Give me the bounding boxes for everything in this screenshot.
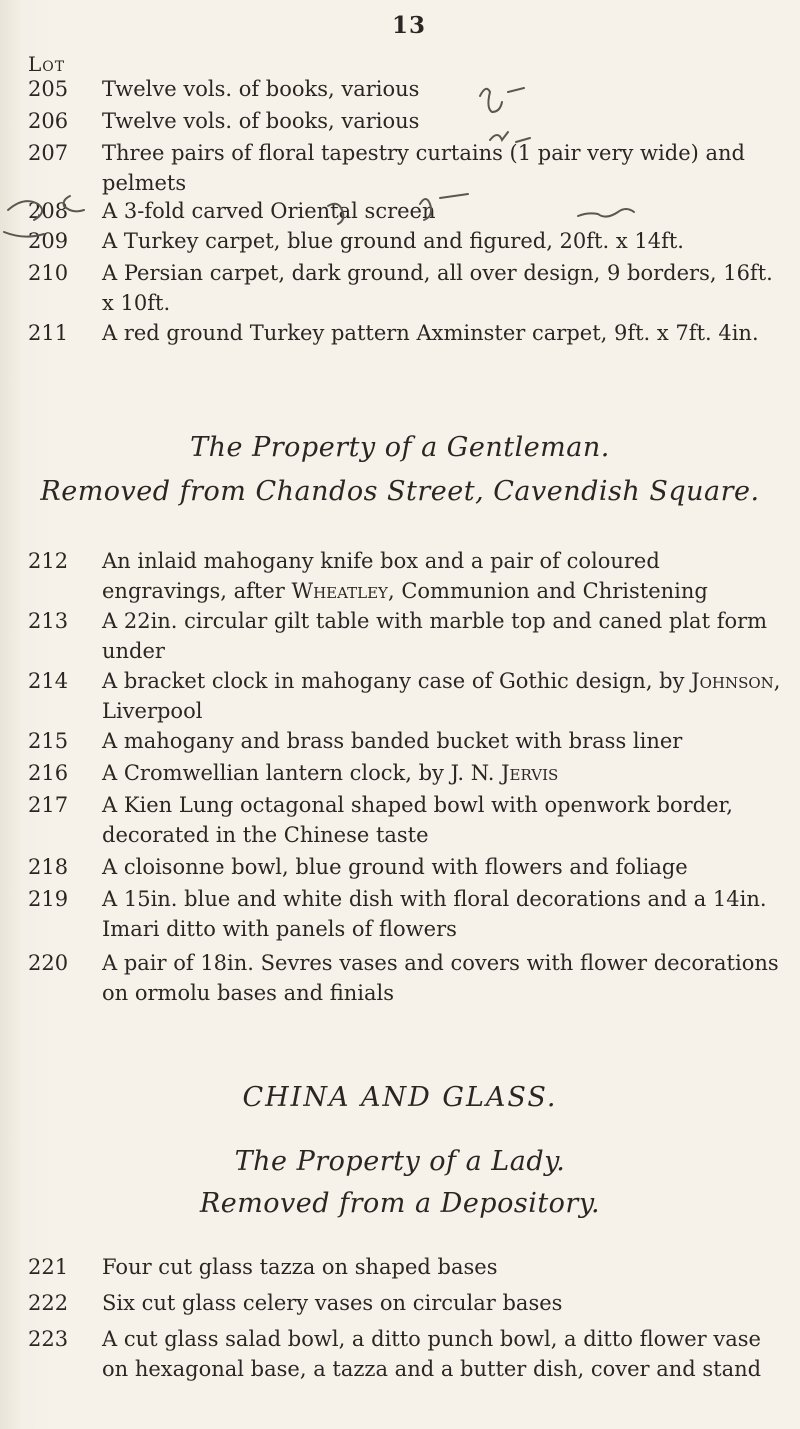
lot-number: 210 xyxy=(28,261,69,285)
lot-number: 220 xyxy=(28,951,69,975)
lot-description: Twelve vols. of books, various xyxy=(102,109,420,133)
lot-number: 205 xyxy=(28,77,69,101)
section-provenance: Removed from a Depository. xyxy=(199,1188,601,1219)
lot-description: A red ground Turkey pattern Axminster carpet, 9ft. x 7ft. 4in. xyxy=(102,321,759,345)
lot-number: 217 xyxy=(28,793,69,817)
lot-number: 216 xyxy=(28,761,69,785)
lot-number: 223 xyxy=(28,1327,69,1351)
lot-description: A cloisonne bowl, blue ground with flowers and foliage xyxy=(102,855,688,879)
page-number: 13 xyxy=(392,12,427,39)
lot-description: A cut glass salad bowl, a ditto punch bowl, a ditto flower vase on hexagonal base, a tazza and a butter dish, cover and stand xyxy=(102,1327,762,1381)
lot-description: An inlaid mahogany knife box and a pair of coloured engravings, after Wheatley, Communion and Christening xyxy=(102,549,708,603)
lot-number: 218 xyxy=(28,855,69,879)
section-owner: The Property of a Gentleman. xyxy=(190,432,610,463)
lot-number: 213 xyxy=(28,609,69,633)
lot-description: A Turkey carpet, blue ground and figured, 20ft. x 14ft. xyxy=(102,229,684,253)
lot-description: A 3-fold carved Oriental screen xyxy=(102,199,436,223)
lot-description: Three pairs of floral tapestry curtains (1 pair very wide) and pelmets xyxy=(102,141,745,195)
lot-number: 208 xyxy=(28,199,69,223)
lot-number: 209 xyxy=(28,229,69,253)
lot-description: A mahogany and brass banded bucket with brass liner xyxy=(102,729,683,753)
lot-number: 207 xyxy=(28,141,69,165)
lot-description: A Persian carpet, dark ground, all over design, 9 borders, 16ft. x 10ft. xyxy=(102,261,773,315)
lot-description: A bracket clock in mahogany case of Gothic design, by Johnson, Liverpool xyxy=(102,669,781,723)
lot-number: 212 xyxy=(28,549,69,573)
lot-description: Four cut glass tazza on shaped bases xyxy=(102,1255,498,1279)
lot-number: 215 xyxy=(28,729,69,753)
lot-number: 221 xyxy=(28,1255,69,1279)
lot-number: 206 xyxy=(28,109,69,133)
lot-description: A pair of 18in. Sevres vases and covers with flower decorations on ormolu bases and finials xyxy=(102,951,779,1005)
section-provenance: Removed from Chandos Street, Cavendish Square. xyxy=(40,476,760,507)
lot-description: A Kien Lung octagonal shaped bowl with openwork border, decorated in the Chinese taste xyxy=(102,793,733,847)
section-title: CHINA AND GLASS. xyxy=(242,1082,558,1113)
lot-column-header: Lot xyxy=(28,52,66,76)
lot-number: 222 xyxy=(28,1291,69,1315)
lot-number: 214 xyxy=(28,669,69,693)
lot-description: A Cromwellian lantern clock, by J. N. Jervis xyxy=(102,761,559,785)
lot-description: Twelve vols. of books, various xyxy=(102,77,420,101)
lot-number: 211 xyxy=(28,321,69,345)
lot-description: A 15in. blue and white dish with floral decorations and a 14in. Imari ditto with panels of flowers xyxy=(102,887,767,941)
lot-description: A 22in. circular gilt table with marble top and caned plat form under xyxy=(102,609,768,663)
lot-description: Six cut glass celery vases on circular bases xyxy=(102,1291,563,1315)
lot-number: 219 xyxy=(28,887,69,911)
section-owner: The Property of a Lady. xyxy=(234,1146,566,1177)
